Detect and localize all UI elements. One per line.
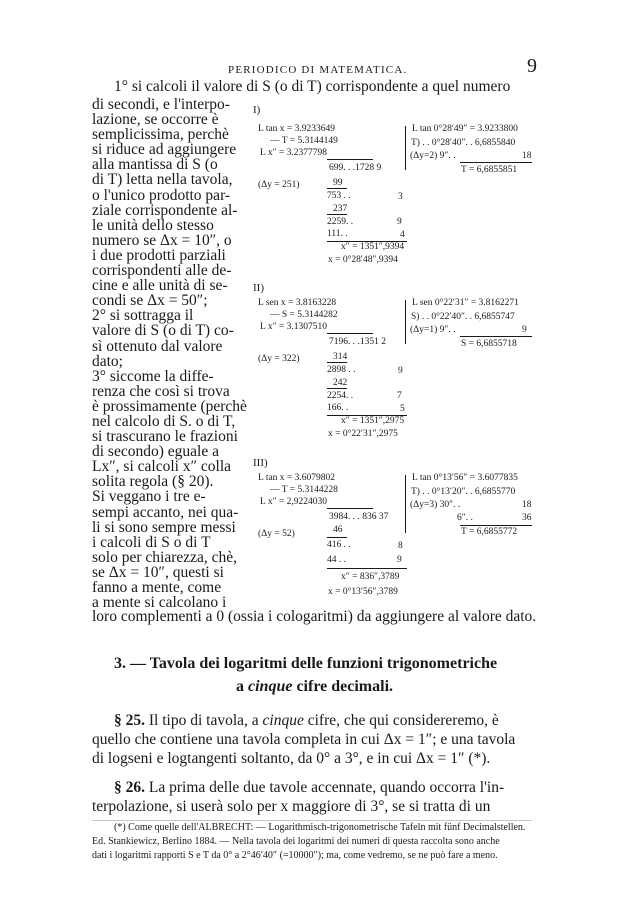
text-line: fanno a mente, come (92, 579, 222, 596)
calc-entry: 314 (333, 352, 348, 362)
text-line: 2° si sottragga il (92, 307, 194, 325)
calc-entry: — S = 5.3144282 (270, 310, 338, 320)
page-number: 9 (527, 55, 537, 77)
calc-entry: 18 (522, 500, 532, 510)
sum-rule (460, 525, 532, 526)
text-line: 3° siccome la diffe- (92, 367, 214, 385)
calc-entry: 99 (333, 178, 343, 188)
text-line: se Δx = 10″, questi si (92, 563, 224, 581)
text-line: renza che così si trova (92, 382, 230, 400)
calc-entry: 3984. . . 836 37 (329, 512, 389, 522)
calc-entry: (Δy = 52) (258, 529, 295, 539)
text-line: si trascurano le frazioni (92, 428, 238, 446)
text-line: ziale corrispondente al- (92, 201, 238, 219)
calc-entry: L x″ = 3.1307510 (260, 322, 328, 332)
text-line: corrispondenti alle de- (92, 262, 232, 280)
text-line: alla mantissa di S (o (92, 156, 218, 174)
calc-entry: L tan x = 3.6079802 (258, 473, 336, 483)
calc-entry: L tan x = 3.9233649 (258, 124, 336, 134)
text-line: sì ottenuto dal valore (92, 337, 223, 355)
paragraph-26: § 26. La prima delle due tavole accennate, quando occorra l'in- (114, 779, 505, 796)
sum-rule (327, 214, 347, 215)
text-line: quello che contiene una tavola completa in cui Δx = 1″; e una tavola (92, 731, 516, 748)
calc-entry: L sen 0°22′31″ = 3.8162271 (412, 298, 519, 308)
text-line: li si sono sempre messi (92, 518, 236, 536)
divider-line (405, 300, 406, 344)
calc-entry: T) . . 0°28′40″. . 6,6855840 (411, 138, 516, 148)
sum-rule (460, 336, 532, 337)
text-line: numero se Δx = 10″, o (92, 231, 232, 249)
running-title: PERIODICO DI MATEMATICA. (228, 64, 408, 76)
calc-entry: S) . . 0°22′40″. . 6,6855747 (411, 312, 515, 322)
text-line: le unità dello stesso (92, 216, 214, 234)
calc-entry: 2898 . . (327, 365, 356, 375)
calc-entry: 111. . (327, 229, 348, 239)
text-line: di secondi, e l'interpo- (92, 96, 230, 113)
calc-entry: 753 . . (327, 191, 351, 201)
calc-entry: 8 (398, 541, 403, 551)
text-line: condi se Δx = 50″; (92, 292, 208, 310)
example-label: II) (253, 282, 264, 294)
text-line: di T) letta nella tavola, (92, 171, 233, 189)
calc-entry: T) . . 0°13′20″. . 6,6855770 (411, 487, 516, 497)
calc-entry: 9 (397, 555, 402, 565)
text-line: è prossimamente (perchè (92, 397, 247, 415)
sum-rule (327, 508, 373, 509)
calc-entry: x″ = 1351″,9394 (341, 242, 405, 252)
text-line: o l'unico prodotto par- (92, 186, 231, 204)
text-line: a mente si calcolano i (92, 594, 227, 612)
footnote-line: (*) Come quelle dell'ALBRECHT: — Logarithmisch-trigonometrische Tafeln mit fünf Decimalstellen. (114, 822, 526, 833)
calc-entry: x = 0°28′48″,9394 (328, 255, 398, 265)
calc-entry: (Δy=2) 9″. . (410, 151, 456, 161)
text-line: i calcoli di S o di T (92, 533, 211, 551)
text-line: Lx″, si calcoli x″ colla (92, 458, 232, 476)
calc-entry: 9 (397, 217, 402, 227)
calc-entry: x = 0°22′31″,2975 (328, 429, 398, 439)
calc-entry: 242 (333, 378, 348, 388)
sum-rule (327, 388, 347, 389)
calc-entry: L tan 0°28′49″ = 3.9233800 (412, 124, 518, 134)
sum-rule (327, 537, 347, 538)
calc-entry: T = 6,6855772 (461, 527, 518, 537)
calc-entry: 36 (522, 513, 532, 523)
calc-entry: 6″. . (457, 513, 473, 523)
text-line: semplicissima, perchè (92, 126, 229, 144)
calc-entry: x″ = 836″,3789 (341, 572, 400, 582)
calc-entry: 416 . . (327, 540, 351, 550)
calc-entry: L sen x = 3.8163228 (258, 298, 337, 308)
section-heading: 3. — Tavola dei logaritmi delle funzioni trigonometriche (114, 655, 498, 672)
calc-entry: 7196. . .1351 2 (329, 337, 386, 347)
text-line: di logseni e logtangenti soltanto, da 0° a 3°, e in cui Δx = 1″ (*). (92, 750, 491, 767)
calc-entry: (Δy=1) 9″. . (410, 325, 456, 335)
calc-entry: 5 (400, 404, 405, 414)
text-line: i due prodotti parziali (92, 246, 226, 264)
calc-entry: 46 (333, 525, 343, 535)
calc-entry: (Δy=3) 30″. . (410, 500, 461, 510)
calc-entry: S = 6,6855718 (461, 339, 517, 349)
text-line: di secondo) eguale a (92, 443, 219, 461)
calc-entry: L tan 0°13′56″ = 3.6077835 (412, 473, 518, 483)
calc-entry: x = 0°13′56″,3789 (328, 587, 398, 597)
text-line: lazione, se occorre è (92, 111, 219, 129)
text-line: si riduce ad aggiungere (92, 141, 237, 159)
text-line: sempi accanto, nei qua- (92, 503, 239, 521)
example-label: I) (253, 104, 261, 116)
text-line: solo per chiarezza, chè, (92, 548, 238, 566)
text-line: 1° si calcoli il valore di S (o di T) corrispondente a quel numero (114, 78, 511, 95)
text-line: valore di S (o di T) co- (92, 322, 234, 340)
divider-line (405, 126, 406, 170)
calc-entry: (Δy = 251) (258, 180, 300, 190)
text-line: loro complementi a 0 (ossia i cologaritmi) da aggiungere al valore dato. (92, 608, 537, 625)
calc-entry: 2259. . (327, 217, 354, 227)
footnote-rule (92, 820, 532, 821)
calc-entry: 699. . .1728 9 (329, 163, 382, 173)
calc-entry: L x″ = 3.2377798 (260, 148, 328, 158)
paragraph-25: § 25. Il tipo di tavola, a cinque cifre, che qui considereremo, è (114, 712, 499, 729)
sum-rule (327, 188, 347, 189)
sum-rule (327, 362, 347, 363)
calc-entry: 4 (400, 230, 405, 240)
calc-entry: 18 (522, 151, 532, 161)
sum-rule (327, 415, 407, 416)
calc-entry: 2254. . (327, 391, 354, 401)
text-line: dato; (92, 352, 123, 370)
sum-rule (460, 162, 532, 163)
sum-rule (327, 333, 373, 334)
divider-line (405, 475, 406, 533)
text-line: Si veggano i tre e- (92, 488, 206, 506)
section-heading-line2: a cinque cifre decimali. (236, 678, 394, 695)
calc-entry: 44 . . (327, 555, 346, 565)
footnote-line: Ed. Stankiewicz, Berlino 1884. — Nella tavola dei logaritmi dei numeri di questa raccolta sono anche (92, 836, 500, 847)
sum-rule (327, 159, 373, 160)
calc-entry: — T = 5.3144149 (270, 136, 338, 146)
calc-entry: 166. . (327, 403, 349, 413)
calc-entry: — T = 5.3144228 (270, 485, 338, 495)
calc-entry: (Δy = 322) (258, 354, 300, 364)
left-column-text (92, 97, 247, 610)
footnote-line: dati i logaritmi rapporti S e T da 0° a 2°46′40″ (=10000″); ma, come vedremo, se ne può fare a meno. (92, 850, 498, 861)
calc-entry: T = 6,6855851 (461, 165, 518, 175)
calc-entry: L x″ = 2,9224030 (260, 497, 328, 507)
sum-rule (327, 241, 407, 242)
sum-rule (327, 568, 407, 569)
calc-entry: 237 (333, 204, 348, 214)
calc-entry: x″ = 1351″,2975 (341, 416, 405, 426)
text-line: terpolazione, si userà solo per x maggiore di 3°, se si tratta di un (92, 798, 491, 815)
calc-entry: 3 (398, 192, 403, 202)
calc-entry: 9 (398, 366, 403, 376)
example-label: III) (253, 457, 268, 469)
text-line: nel calcolo di S. o di T, (92, 412, 236, 430)
text-line: solita regola (§ 20). (92, 473, 214, 491)
calc-entry: 9 (522, 325, 527, 335)
text-line: cine e alle unità di se- (92, 277, 228, 295)
calc-entry: 7 (397, 391, 402, 401)
